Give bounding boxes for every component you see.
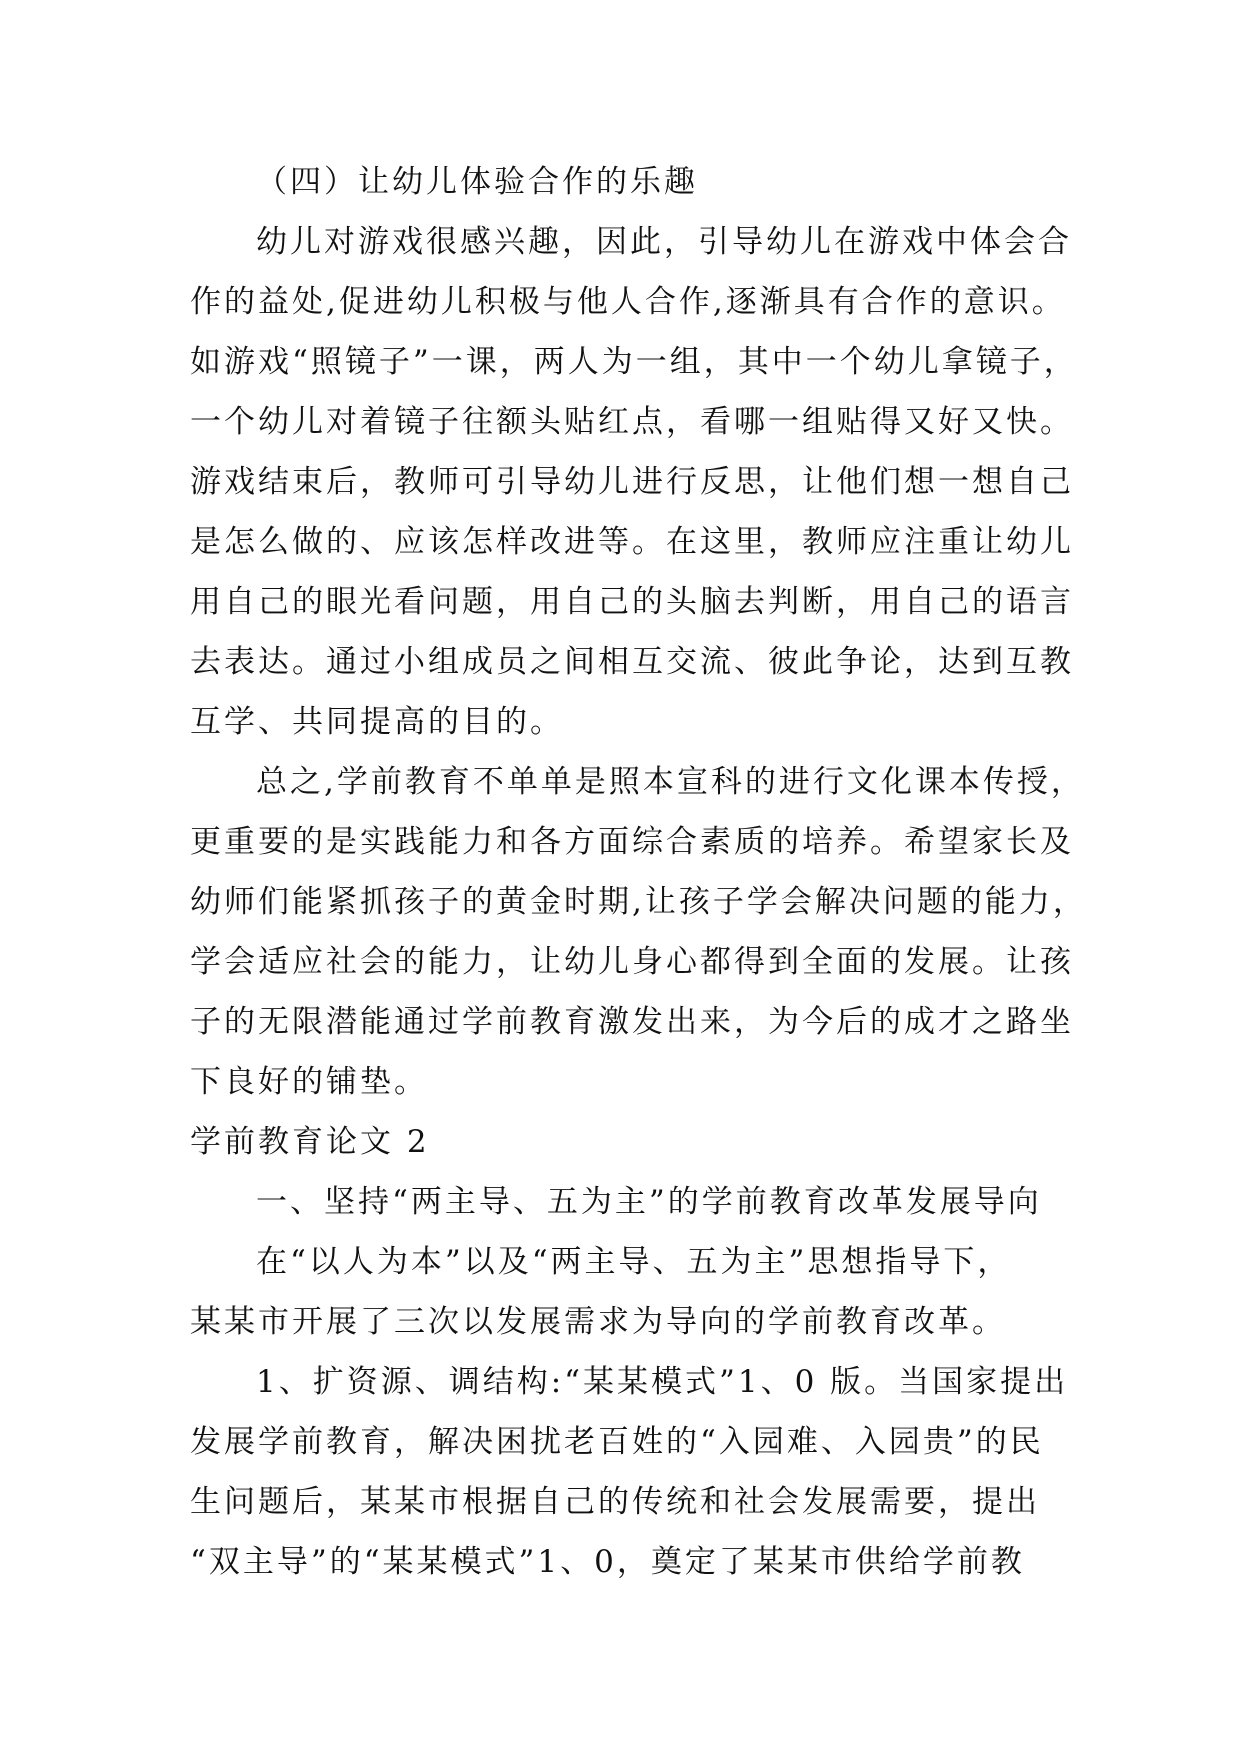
body-text-line: 在“以人为本”以及“两主导、五为主”思想指导下， <box>256 1244 1012 1280</box>
body-text-line: 某某市开展了三次以发展需求为导向的学前教育改革。 <box>190 1304 1006 1340</box>
body-text-line: “双主导”的“某某模式”1、0，奠定了某某市供给学前教 <box>190 1544 1025 1580</box>
body-text-line: 更重要的是实践能力和各方面综合素质的培养。希望家长及 <box>190 824 1074 860</box>
body-text-line: 生问题后，某某市根据自己的传统和社会发展需要，提出 <box>190 1484 1040 1520</box>
body-text-line: 互学、共同提高的目的。 <box>190 704 564 740</box>
body-text-line: 下良好的铺垫。 <box>190 1064 428 1100</box>
body-text-line: 发展学前教育，解决困扰老百姓的“入园难、入园贵”的民 <box>190 1424 1044 1460</box>
section-heading: 一、坚持“两主导、五为主”的学前教育改革发展导向 <box>256 1184 1042 1220</box>
body-text-line: 幼师们能紧抓孩子的黄金时期,让孩子学会解决问题的能力， <box>190 884 1087 920</box>
section-heading: （四）让幼儿体验合作的乐趣 <box>256 164 698 200</box>
body-text-line: 是怎么做的、应该怎样改进等。在这里，教师应注重让幼儿 <box>190 524 1074 560</box>
body-text-line: 1、扩资源、调结构:“某某模式”1、0 版。当国家提出 <box>256 1364 1069 1400</box>
body-text-line: 游戏结束后，教师可引导幼儿进行反思，让他们想一想自己 <box>190 464 1074 500</box>
body-text-line: 去表达。通过小组成员之间相互交流、彼此争论，达到互教 <box>190 644 1074 680</box>
body-text-line: 作的益处,促进幼儿积极与他人合作,逐渐具有合作的意识。 <box>190 284 1066 320</box>
body-text-line: 用自己的眼光看问题，用自己的头脑去判断，用自己的语言 <box>190 584 1074 620</box>
body-text-line: 幼儿对游戏很感兴趣，因此，引导幼儿在游戏中体会合 <box>256 224 1072 260</box>
document-title: 学前教育论文 2 <box>190 1124 430 1160</box>
body-text-line: 一个幼儿对着镜子往额头贴红点，看哪一组贴得又好又快。 <box>190 404 1074 440</box>
body-text-line: 学会适应社会的能力，让幼儿身心都得到全面的发展。让孩 <box>190 944 1074 980</box>
body-text-line: 子的无限潜能通过学前教育激发出来，为今后的成才之路坐 <box>190 1004 1074 1040</box>
body-text-line: 总之,学前教育不单单是照本宣科的进行文化课本传授， <box>256 764 1085 800</box>
body-text-line: 如游戏“照镜子”一课，两人为一组，其中一个幼儿拿镜子， <box>190 344 1078 380</box>
